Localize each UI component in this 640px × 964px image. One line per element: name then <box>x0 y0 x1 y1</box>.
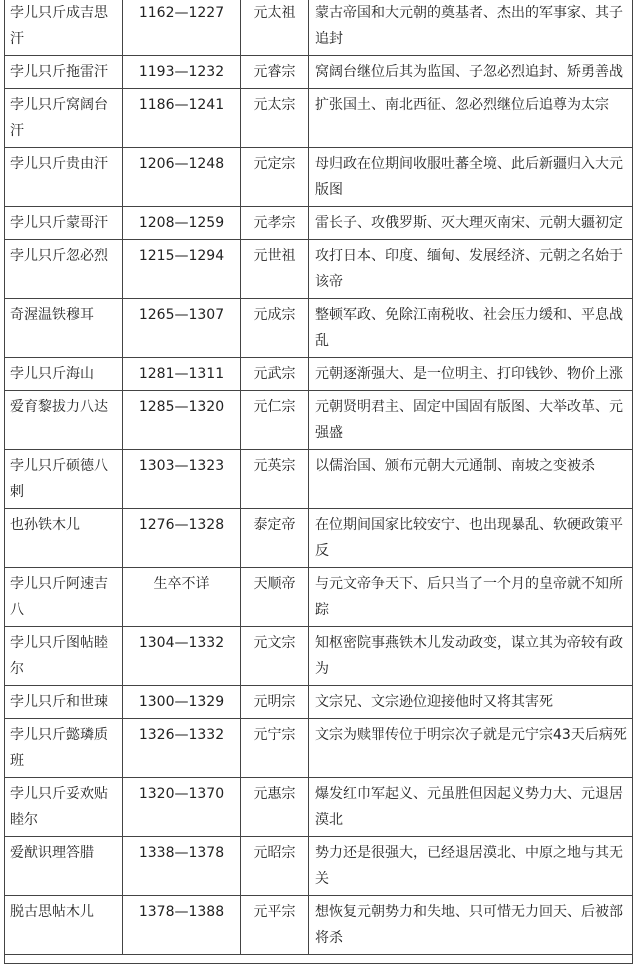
deeds-cell: 整顿军政、免除江南税收、社会压力缓和、平息战乱 <box>309 299 633 358</box>
table-row <box>5 89 633 148</box>
deeds-cell: 蒙古帝国和大元朝的奠基者、杰出的军事家、其子追封 <box>309 0 633 56</box>
lifespan-cell: 1281—1311 <box>123 358 241 391</box>
emperor-name-cell: 爱育黎拔力八达 <box>5 391 123 450</box>
table-row <box>5 358 633 391</box>
table-row <box>5 56 633 89</box>
lifespan-cell: 1338—1378 <box>123 837 241 896</box>
table-bottom-spacer <box>5 955 633 964</box>
emperor-name-cell: 孛儿只斤成吉思汗 <box>5 0 123 56</box>
lifespan-cell: 1300—1329 <box>123 686 241 719</box>
emperor-name-cell: 孛儿只斤硕德八剌 <box>5 450 123 509</box>
lifespan-cell: 1206—1248 <box>123 148 241 207</box>
table-row <box>5 778 633 837</box>
deeds-cell: 雷长子、攻俄罗斯、灭大理灭南宋、元朝大疆初定 <box>309 207 633 240</box>
emperor-name-cell: 爱猷识理答腊 <box>5 837 123 896</box>
deeds-cell: 以儒治国、颁布元朝大元通制、南坡之变被杀 <box>309 450 633 509</box>
deeds-cell: 知枢密院事燕铁木儿发动政变，谋立其为帝较有政为 <box>309 627 633 686</box>
temple-name-cell: 元仁宗 <box>241 391 309 450</box>
temple-name-cell: 元惠宗 <box>241 778 309 837</box>
temple-name-cell: 元文宗 <box>241 627 309 686</box>
emperor-name-cell: 孛儿只斤海山 <box>5 358 123 391</box>
deeds-cell: 母归政在位期间收服吐蕃全境、此后新疆归入大元版图 <box>309 148 633 207</box>
lifespan-cell: 1162—1227 <box>123 0 241 56</box>
temple-name-cell: 元宁宗 <box>241 719 309 778</box>
temple-name-cell: 元明宗 <box>241 686 309 719</box>
temple-name-cell: 元武宗 <box>241 358 309 391</box>
temple-name-cell: 元英宗 <box>241 450 309 509</box>
temple-name-cell: 元太宗 <box>241 89 309 148</box>
temple-name-cell: 元昭宗 <box>241 837 309 896</box>
table-row <box>5 391 633 450</box>
table-row <box>5 450 633 509</box>
lifespan-cell: 生卒不详 <box>123 568 241 627</box>
emperor-name-cell: 孛儿只斤阿速吉八 <box>5 568 123 627</box>
lifespan-cell: 1276—1328 <box>123 509 241 568</box>
lifespan-cell: 1208—1259 <box>123 207 241 240</box>
table-row <box>5 686 633 719</box>
spacer-cell <box>5 955 633 964</box>
lifespan-cell: 1265—1307 <box>123 299 241 358</box>
deeds-cell: 爆发红巾军起义、元虽胜但因起义势力大、元退居漠北 <box>309 778 633 837</box>
emperor-name-cell: 孛儿只斤和世㻋 <box>5 686 123 719</box>
temple-name-cell: 元孝宗 <box>241 207 309 240</box>
table-row <box>5 240 633 299</box>
emperor-name-cell: 也孙铁木儿 <box>5 509 123 568</box>
table-row <box>5 148 633 207</box>
deeds-cell: 扩张国土、南北西征、忽必烈继位后追尊为太宗 <box>309 89 633 148</box>
deeds-cell: 势力还是很强大，已经退居漠北、中原之地与其无关 <box>309 837 633 896</box>
lifespan-cell: 1285—1320 <box>123 391 241 450</box>
temple-name-cell: 元睿宗 <box>241 56 309 89</box>
lifespan-cell: 1304—1332 <box>123 627 241 686</box>
lifespan-cell: 1320—1370 <box>123 778 241 837</box>
emperor-name-cell: 孛儿只斤妥欢贴睦尔 <box>5 778 123 837</box>
table-row <box>5 207 633 240</box>
deeds-cell: 文宗兄、文宗逊位迎接他时又将其害死 <box>309 686 633 719</box>
emperor-name-cell: 孛儿只斤忽必烈 <box>5 240 123 299</box>
temple-name-cell: 元世祖 <box>241 240 309 299</box>
deeds-cell: 攻打日本、印度、缅甸、发展经济、元朝之名始于该帝 <box>309 240 633 299</box>
lifespan-cell: 1186—1241 <box>123 89 241 148</box>
table-row <box>5 627 633 686</box>
temple-name-cell: 元定宗 <box>241 148 309 207</box>
table-row <box>5 719 633 778</box>
deeds-cell: 窝阔台继位后其为监国、子忽必烈追封、矫勇善战 <box>309 56 633 89</box>
deeds-cell: 元朝贤明君主、固定中国固有版图、大举改革、元强盛 <box>309 391 633 450</box>
temple-name-cell: 泰定帝 <box>241 509 309 568</box>
table-row <box>5 896 633 955</box>
temple-name-cell: 天顺帝 <box>241 568 309 627</box>
lifespan-cell: 1193—1232 <box>123 56 241 89</box>
emperor-name-cell: 奇渥温铁穆耳 <box>5 299 123 358</box>
table-row <box>5 837 633 896</box>
emperor-name-cell: 孛儿只斤蒙哥汗 <box>5 207 123 240</box>
temple-name-cell: 元成宗 <box>241 299 309 358</box>
emperor-name-cell: 孛儿只斤窝阔台汗 <box>5 89 123 148</box>
table-row <box>5 0 633 56</box>
temple-name-cell: 元太祖 <box>241 0 309 56</box>
temple-name-cell: 元平宗 <box>241 896 309 955</box>
lifespan-cell: 1378—1388 <box>123 896 241 955</box>
lifespan-cell: 1326—1332 <box>123 719 241 778</box>
emperor-name-cell: 孛儿只斤拖雷汗 <box>5 56 123 89</box>
table-row <box>5 299 633 358</box>
emperor-table <box>4 0 633 964</box>
deeds-cell: 与元文帝争天下、后只当了一个月的皇帝就不知所踪 <box>309 568 633 627</box>
emperor-table-body <box>5 0 633 964</box>
lifespan-cell: 1215—1294 <box>123 240 241 299</box>
emperor-name-cell: 孛儿只斤贵由汗 <box>5 148 123 207</box>
table-row <box>5 568 633 627</box>
lifespan-cell: 1303—1323 <box>123 450 241 509</box>
emperor-name-cell: 脱古思帖木儿 <box>5 896 123 955</box>
deeds-cell: 元朝逐渐强大、是一位明主、打印钱钞、物价上涨 <box>309 358 633 391</box>
table-row <box>5 509 633 568</box>
emperor-name-cell: 孛儿只斤懿璘质班 <box>5 719 123 778</box>
deeds-cell: 想恢复元朝势力和失地、只可惜无力回天、后被部将杀 <box>309 896 633 955</box>
deeds-cell: 在位期间国家比较安宁、也出现暴乱、软硬政策平反 <box>309 509 633 568</box>
deeds-cell: 文宗为赎罪传位于明宗次子就是元宁宗43天后病死 <box>309 719 633 778</box>
emperor-name-cell: 孛儿只斤图帖睦尔 <box>5 627 123 686</box>
